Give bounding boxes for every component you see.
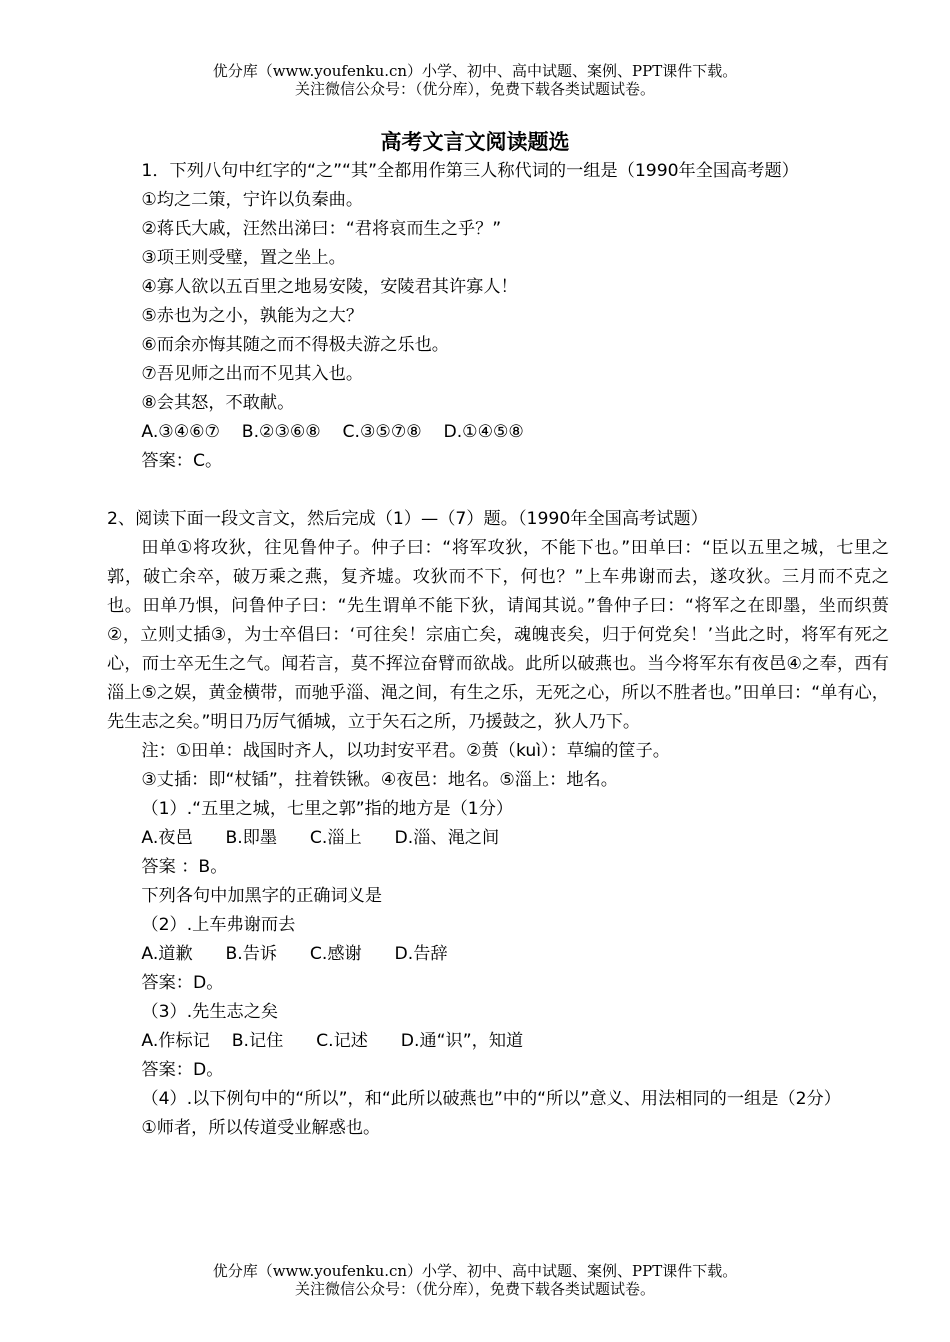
question-1-answer: 答案：C。: [141, 451, 223, 471]
document-body: [107, 157, 889, 1143]
question-1-stem: 1．下列八句中红字的“之”“其”全都用作第三人称代词的一组是（1990年全国高考题）: [141, 161, 799, 181]
sub-question-3-stem: （3）.先生志之矣: [141, 1002, 279, 1022]
sub-question-2-options: A.道歉 B.告诉 C.感谢 D.告辞: [141, 944, 448, 964]
sub-question-3-answer: 答案：D。: [141, 1060, 224, 1080]
question-1-item-3: ③项王则受璧，置之坐上。: [141, 248, 346, 268]
sub-question-3-options: A.作标记 B.记住 C.记述 D.通“识”，知道: [141, 1031, 524, 1051]
question-1-item-1: ①均之二策，宁许以负秦曲。: [141, 190, 364, 210]
question-1-item-2: ②蒋氏大戚，汪然出涕曰：“君将哀而生之乎？”: [141, 219, 502, 239]
footer-line-1: 优分库（www.youfenku.cn）小学、初中、高中试题、案例、PPT课件下载。: [212, 1262, 738, 1280]
header-line-1: 优分库（www.youfenku.cn）小学、初中、高中试题、案例、PPT课件下载。: [212, 62, 738, 80]
question-1-item-5: ⑤赤也为之小，孰能为之大？: [141, 306, 364, 326]
question-1-item-8: ⑧会其怒，不敢献。: [141, 393, 295, 413]
question-1-item-7: ⑦吾见师之出而不见其入也。: [141, 364, 364, 384]
instruction-text: 下列各句中加黑字的正确词义是: [141, 886, 383, 906]
sub-question-1-answer: 答案 ：B。: [141, 857, 228, 877]
sub-question-2-answer: 答案：D。: [141, 973, 224, 993]
question-2-note-2: ③丈插：即“杖锸”，拄着铁锹。④夜邑：地名。⑤淄上：地名。: [141, 770, 618, 790]
sub-question-4-item-1: ①师者，所以传道受业解惑也。: [141, 1118, 381, 1138]
question-1-options: A.③④⑥⑦ B.②③⑥⑧ C.③⑤⑦⑧ D.①④⑤⑧: [141, 422, 524, 442]
sub-question-2-stem: （2）.上车弗谢而去: [141, 915, 296, 935]
sub-question-1-options: A.夜邑 B.即墨 C.淄上 D.淄、渑之间: [141, 828, 500, 848]
question-1-item-4: ④寡人欲以五百里之地易安陵，安陵君其许寡人！: [141, 277, 518, 297]
sub-question-1-stem: （1）.“五里之城，七里之郭”指的地方是（1分）: [141, 799, 514, 819]
page-footer: [0, 1262, 950, 1298]
question-2-note-1: 注：①田单：战国时齐人，以功封安平君。②蒉（kuì）：草编的筐子。: [141, 741, 670, 761]
question-2-stem: 2、阅读下面一段文言文，然后完成（1）—（7）题。（1990年全国高考试题）: [107, 509, 708, 529]
question-2-passage: 田单①将攻狄，往见鲁仲子。仲子曰：“将军攻狄，不能下也。”田单曰：“臣以五里之城，七里之郭，破亡余卒，破万乘之燕，复齐墟。攻狄而不下，何也？”上车弗谢而去，遂攻狄。三月而不克之也。田单乃惧，问鲁仲子曰：“先生谓单不能下狄，请闻其说。”鲁仲子曰：“将军之在即墨，坐而织蒉②，立则丈插③，为士卒倡曰：‘可往矣！宗庙亡矣，魂魄丧矣，归于何党矣！’当此之时，将军有死之心，而士卒无生之气。闻若言，莫不挥泣奋臂而欲战。此所以破燕也。当今将军东有夜邑④之奉，西有淄上⑤之娱，黄金横带，而驰乎淄、渑之间，有生之乐，无死之心，所以不胜者也。”田单曰：“单有心，先生志之矣。”明日乃厉气循城，立于矢石之所，乃援鼓之，狄人乃下。: [107, 538, 889, 732]
sub-question-4-stem: （4）.以下例句中的“所以”，和“此所以破燕也”中的“所以”意义、用法相同的一组是（2分）: [141, 1089, 841, 1109]
page-header: [0, 62, 950, 98]
paragraph-spacer: [107, 476, 889, 505]
document-title: 高考文言文阅读题选: [380, 130, 570, 154]
footer-line-2: 关注微信公众号：（优分库），免费下载各类试题试卷。: [294, 1280, 655, 1298]
question-1-item-6: ⑥而余亦悔其随之而不得极夫游之乐也。: [141, 335, 449, 355]
header-line-2: 关注微信公众号：（优分库），免费下载各类试题试卷。: [294, 80, 655, 98]
